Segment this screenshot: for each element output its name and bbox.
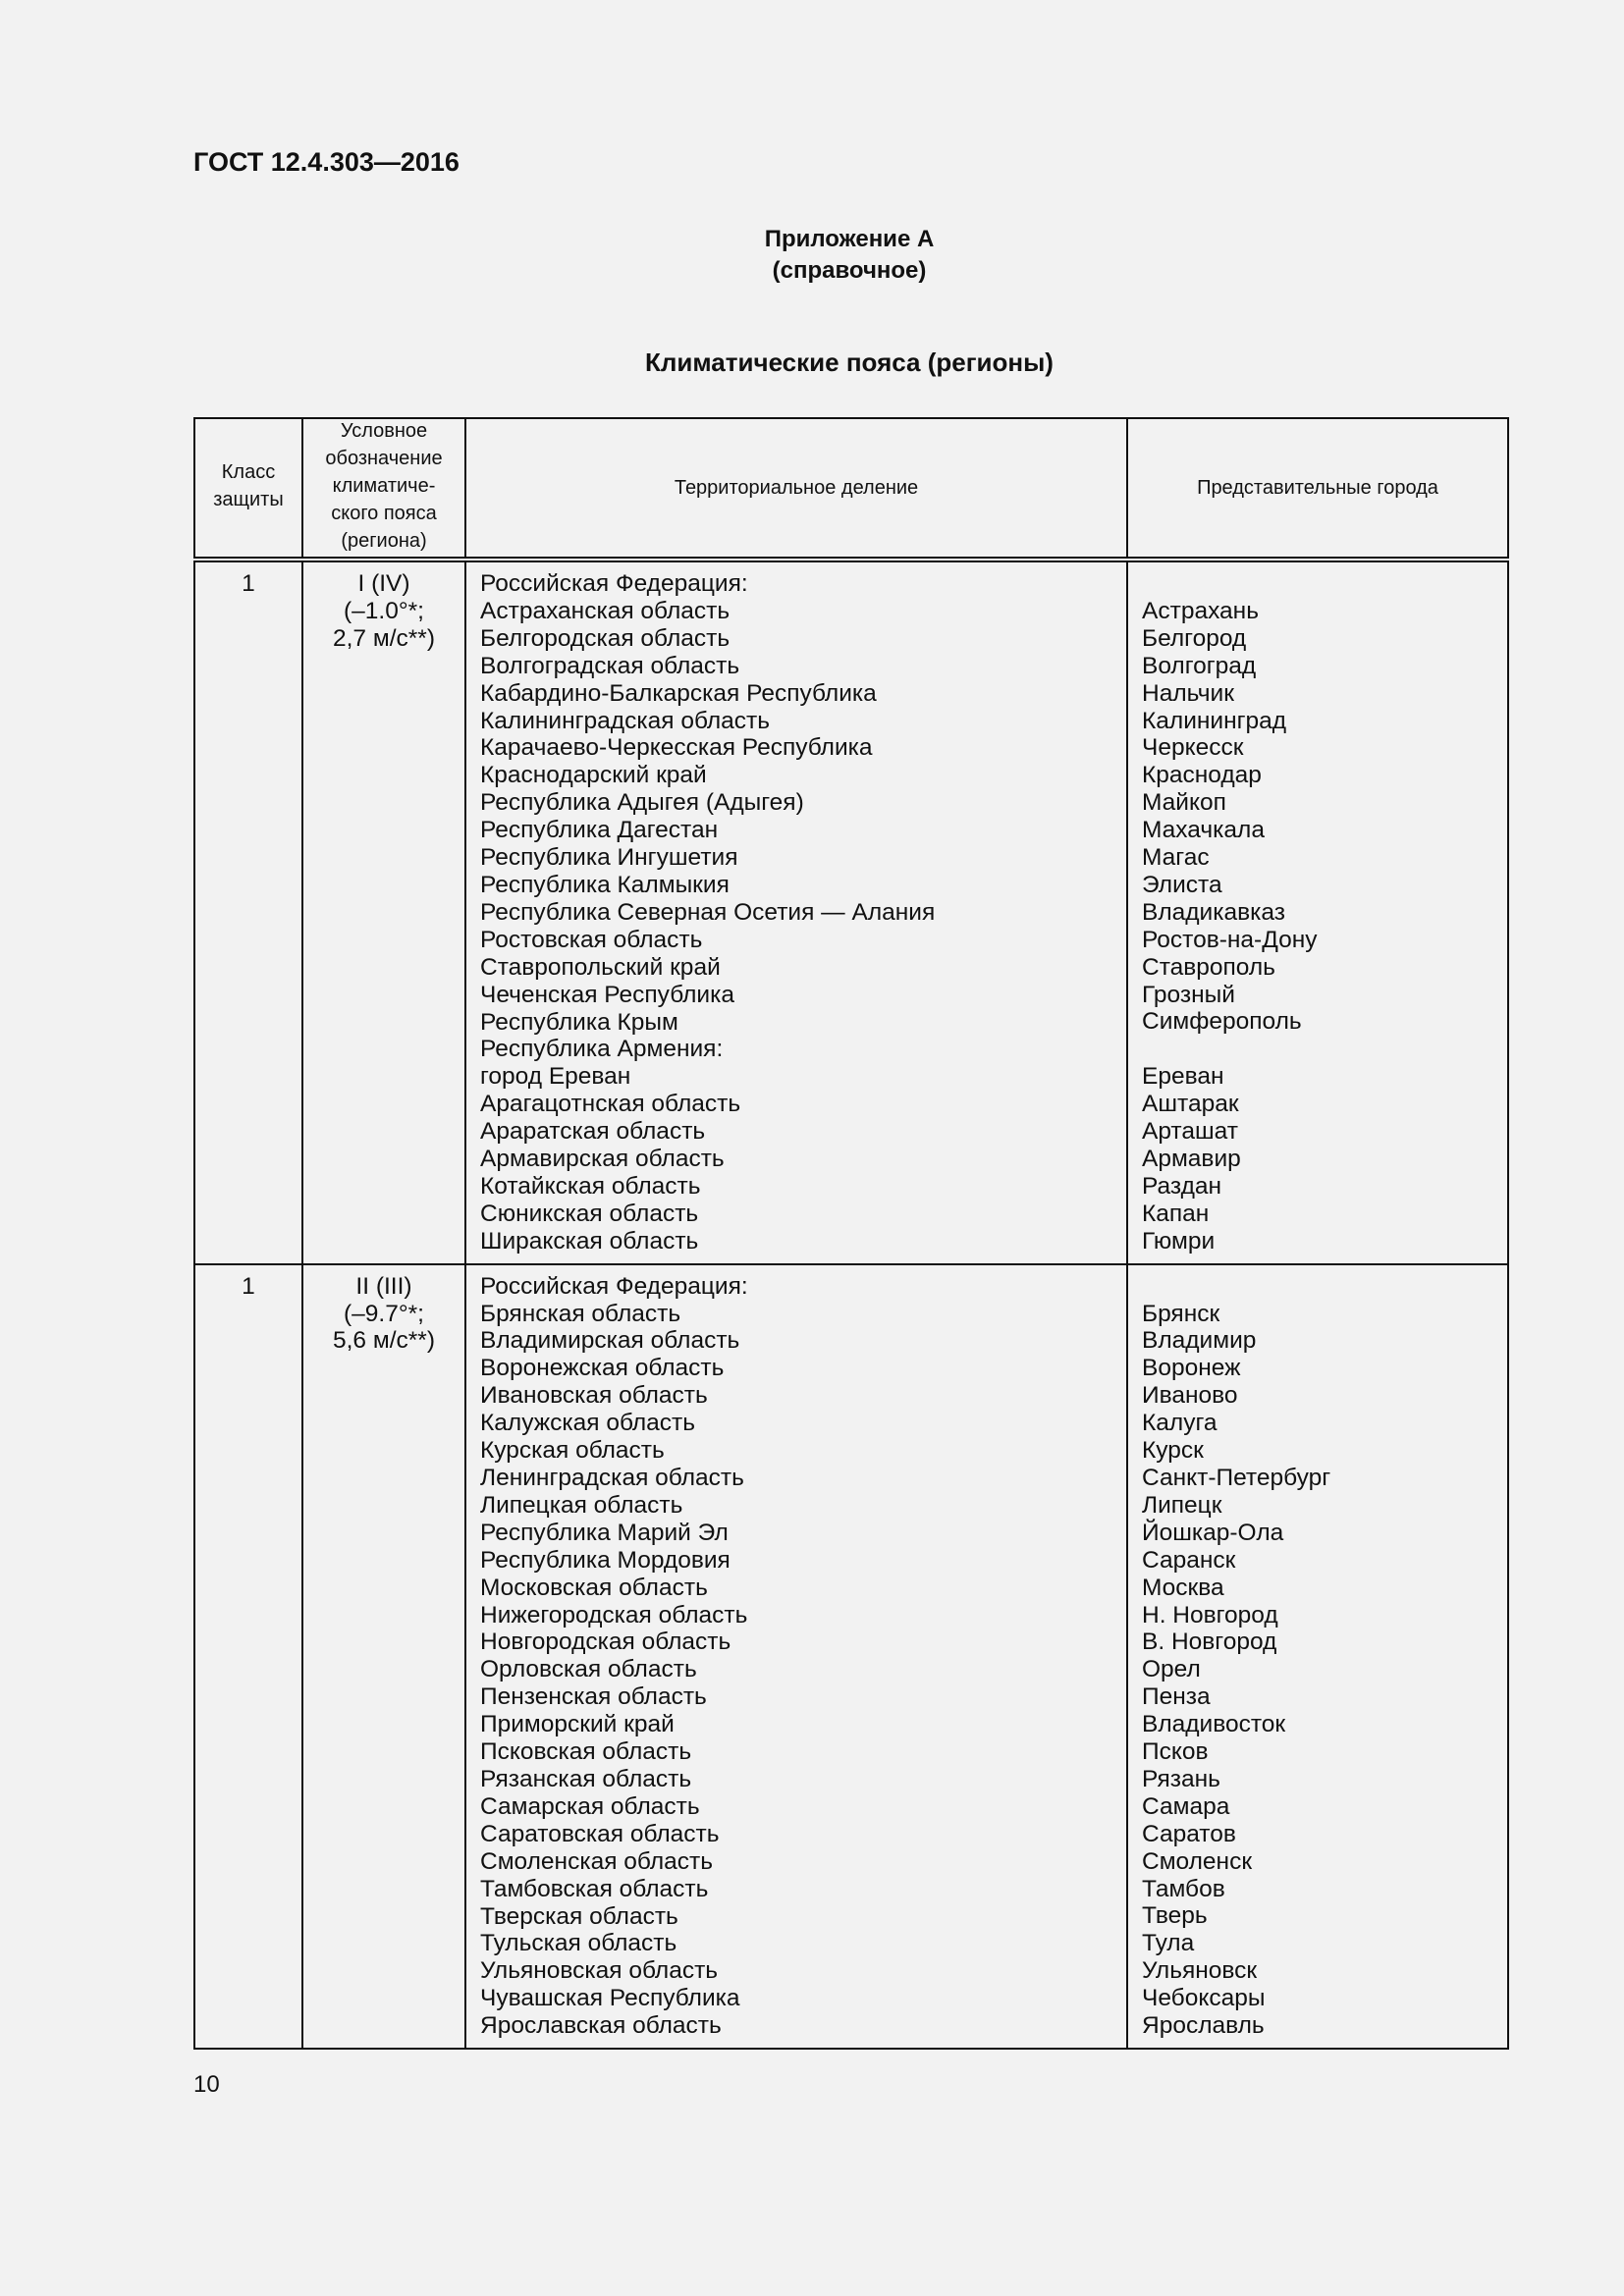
territory-item: Калининградская область — [480, 707, 771, 734]
territory-item: Ростовская область — [480, 926, 703, 953]
city-item: Иваново — [1142, 1382, 1238, 1410]
table-body — [194, 560, 1508, 2049]
territory-item: Белгородская область — [480, 624, 731, 652]
territory-item: Брянская область — [480, 1300, 681, 1327]
header-cities: Представительные города — [1127, 418, 1508, 560]
territory-item: Московская область — [480, 1574, 708, 1601]
climate-zone-cell — [302, 1264, 465, 2049]
climate-zone-cell — [302, 560, 465, 1264]
city-item: Тула — [1142, 1930, 1195, 1957]
climate-zone-line: (–1.0°*; — [344, 597, 424, 624]
cities-cell — [1127, 560, 1508, 1264]
city-item: Тверь — [1142, 1902, 1208, 1930]
protection-class-value: 1 — [242, 1272, 255, 1300]
annex-type: (справочное) — [772, 257, 927, 284]
header-zone-line: Условное — [340, 420, 428, 443]
page-number: 10 — [193, 2071, 220, 2098]
territory-item: Российская Федерация: — [480, 1272, 748, 1300]
city-item: Волгоград — [1142, 652, 1257, 679]
city-item: Москва — [1142, 1574, 1224, 1601]
territory-item: Краснодарский край — [480, 762, 707, 789]
city-item: Владимир — [1142, 1327, 1257, 1355]
city-item: Капан — [1142, 1200, 1210, 1227]
city-item: Воронеж — [1142, 1355, 1241, 1382]
city-item: Ярославль — [1142, 2012, 1265, 2040]
city-item: Пенза — [1142, 1683, 1211, 1711]
annex-title: Приложение А — [764, 226, 935, 252]
city-item: Магас — [1142, 844, 1210, 872]
city-item: Элиста — [1142, 871, 1222, 898]
territory-item: Саратовская область — [480, 1820, 720, 1847]
territory-item: Республика Калмыкия — [480, 871, 730, 898]
header-zone-line: ского пояса — [331, 502, 437, 524]
territory-cell — [465, 1264, 1127, 2049]
territory-item: Владимирская область — [480, 1327, 740, 1355]
territory-item: Республика Мордовия — [480, 1546, 731, 1574]
city-item: Калуга — [1142, 1410, 1218, 1437]
section-title: Климатические пояса (регионы) — [645, 347, 1054, 377]
city-item: Владикавказ — [1142, 898, 1285, 926]
city-item: Армавир — [1142, 1146, 1241, 1172]
territory-item: Рязанская область — [480, 1765, 692, 1792]
city-item: Черкесск — [1142, 734, 1244, 762]
table-row — [194, 1264, 1508, 2049]
territory-item: Астраханская область — [480, 597, 731, 624]
territory-item: Республика Армения: — [480, 1036, 724, 1063]
city-item: Владивосток — [1142, 1711, 1286, 1738]
city-item: Брянск — [1142, 1300, 1220, 1327]
city-item: Чебоксары — [1142, 1985, 1266, 2012]
annex-heading — [0, 224, 1624, 287]
territory-item: Липецкая область — [480, 1491, 683, 1519]
city-item: Майкоп — [1142, 789, 1226, 817]
header-territory: Территориальное деление — [465, 418, 1127, 560]
city-item: Ростов-на-Дону — [1142, 926, 1318, 953]
city-item: Белгород — [1142, 624, 1247, 652]
territory-item: Карачаево-Черкесская Республика — [480, 734, 873, 762]
territory-item: Республика Марий Эл — [480, 1519, 729, 1546]
city-item: Симферополь — [1142, 1008, 1302, 1036]
city-item: Арташат — [1142, 1118, 1238, 1146]
climate-zone-line: (–9.7°*; — [344, 1300, 424, 1327]
city-item: Краснодар — [1142, 762, 1262, 789]
territory-item: Волгоградская область — [480, 652, 740, 679]
header-zone — [302, 418, 465, 560]
city-item: Липецк — [1142, 1491, 1222, 1519]
territory-item: Араратская область — [480, 1118, 706, 1146]
territory-item: Республика Крым — [480, 1008, 678, 1036]
city-item: Йошкар-Ола — [1142, 1519, 1284, 1546]
city-item: Курск — [1142, 1437, 1204, 1465]
city-item: Псков — [1142, 1738, 1209, 1766]
header-zone-line: обозначение — [325, 448, 443, 470]
territory-item: Воронежская область — [480, 1355, 725, 1382]
table-header-row — [194, 418, 1508, 560]
territory-item: Российская Федерация: — [480, 570, 748, 597]
territory-item: Сюникская область — [480, 1200, 699, 1227]
territory-item: Котайкская область — [480, 1172, 701, 1200]
city-item: Санкт-Петербург — [1142, 1464, 1331, 1491]
territory-item: Курская область — [480, 1437, 665, 1465]
territory-item: Самарская область — [480, 1792, 700, 1820]
city-item: Ставрополь — [1142, 953, 1275, 981]
city-item: Н. Новгород — [1142, 1601, 1278, 1629]
territory-item: Тамбовская область — [480, 1875, 709, 1902]
city-item — [1142, 570, 1501, 598]
climate-zones-table — [193, 417, 1509, 2050]
city-item: Рязань — [1142, 1765, 1220, 1792]
cities-cell — [1127, 1264, 1508, 2049]
territory-item: Пензенская область — [480, 1683, 707, 1711]
territory-item: Ульяновская область — [480, 1957, 719, 1985]
header-class-line: Класс — [221, 461, 276, 484]
climate-zone-line: I (IV) — [357, 570, 410, 597]
document-code: ГОСТ 12.4.303—2016 — [193, 147, 460, 177]
city-item: Ереван — [1142, 1063, 1224, 1091]
territory-item: Республика Северная Осетия — Алания — [480, 898, 936, 926]
protection-class-value: 1 — [242, 570, 255, 597]
territory-item: Тверская область — [480, 1902, 678, 1930]
header-class-line: защиты — [213, 489, 284, 510]
climate-zone-line: 5,6 м/с**) — [333, 1327, 435, 1355]
territory-item: Кабардино-Балкарская Республика — [480, 679, 877, 707]
territory-item: Республика Ингушетия — [480, 844, 738, 872]
territory-item: Чеченская Республика — [480, 981, 734, 1008]
climate-zone-line: 2,7 м/с**) — [333, 624, 435, 652]
territory-item: Нижегородская область — [480, 1601, 748, 1629]
territory-item: Ивановская область — [480, 1382, 708, 1410]
city-item: Саратов — [1142, 1820, 1236, 1847]
climate-zone-line: II (III) — [355, 1272, 412, 1300]
city-item — [1142, 1036, 1501, 1063]
city-item: Смоленск — [1142, 1847, 1253, 1875]
territory-item: Армавирская область — [480, 1146, 725, 1173]
city-item: Тамбов — [1142, 1875, 1225, 1902]
territory-item: Ленинградская область — [480, 1465, 744, 1491]
city-item: Аштарак — [1142, 1091, 1239, 1118]
city-item: Саранск — [1142, 1546, 1236, 1574]
territory-cell — [465, 560, 1127, 1264]
protection-class-cell — [194, 560, 302, 1264]
territory-item: город Ереван — [480, 1063, 631, 1091]
territory-item: Арагацотнская область — [480, 1091, 741, 1118]
territory-item: Псковская область — [480, 1738, 692, 1766]
city-item: Грозный — [1142, 981, 1235, 1008]
city-item — [1142, 1273, 1501, 1301]
territory-item: Ширакская область — [480, 1227, 699, 1255]
territory-item: Республика Дагестан — [480, 817, 719, 844]
protection-class-cell — [194, 1264, 302, 2049]
city-item: Нальчик — [1142, 679, 1234, 707]
city-item: Астрахань — [1142, 597, 1259, 624]
header-zone-line: (региона) — [341, 529, 427, 552]
table-row — [194, 560, 1508, 1264]
territory-item: Приморский край — [480, 1711, 675, 1738]
city-item: Махачкала — [1142, 817, 1265, 844]
territory-item: Тульская область — [480, 1930, 677, 1957]
territory-item: Орловская область — [480, 1656, 697, 1683]
territory-item: Новгородская область — [480, 1629, 731, 1656]
territory-item: Республика Адыгея (Адыгея) — [480, 789, 804, 817]
header-zone-line: климатиче- — [332, 475, 436, 498]
city-item: Орел — [1142, 1656, 1201, 1683]
territory-item: Чувашская Республика — [480, 1985, 740, 2012]
territory-item: Смоленская область — [480, 1847, 713, 1875]
territory-item: Ярославская область — [480, 2012, 722, 2040]
city-item: Ульяновск — [1142, 1957, 1258, 1985]
territory-item: Ставропольский край — [480, 953, 721, 981]
territory-item: Калужская область — [480, 1410, 696, 1437]
city-item: Самара — [1142, 1792, 1230, 1820]
city-item: Калининград — [1142, 707, 1287, 734]
city-item: Раздан — [1142, 1172, 1222, 1200]
city-item: В. Новгород — [1142, 1629, 1277, 1656]
city-item: Гюмри — [1142, 1227, 1216, 1255]
header-class — [194, 418, 302, 560]
